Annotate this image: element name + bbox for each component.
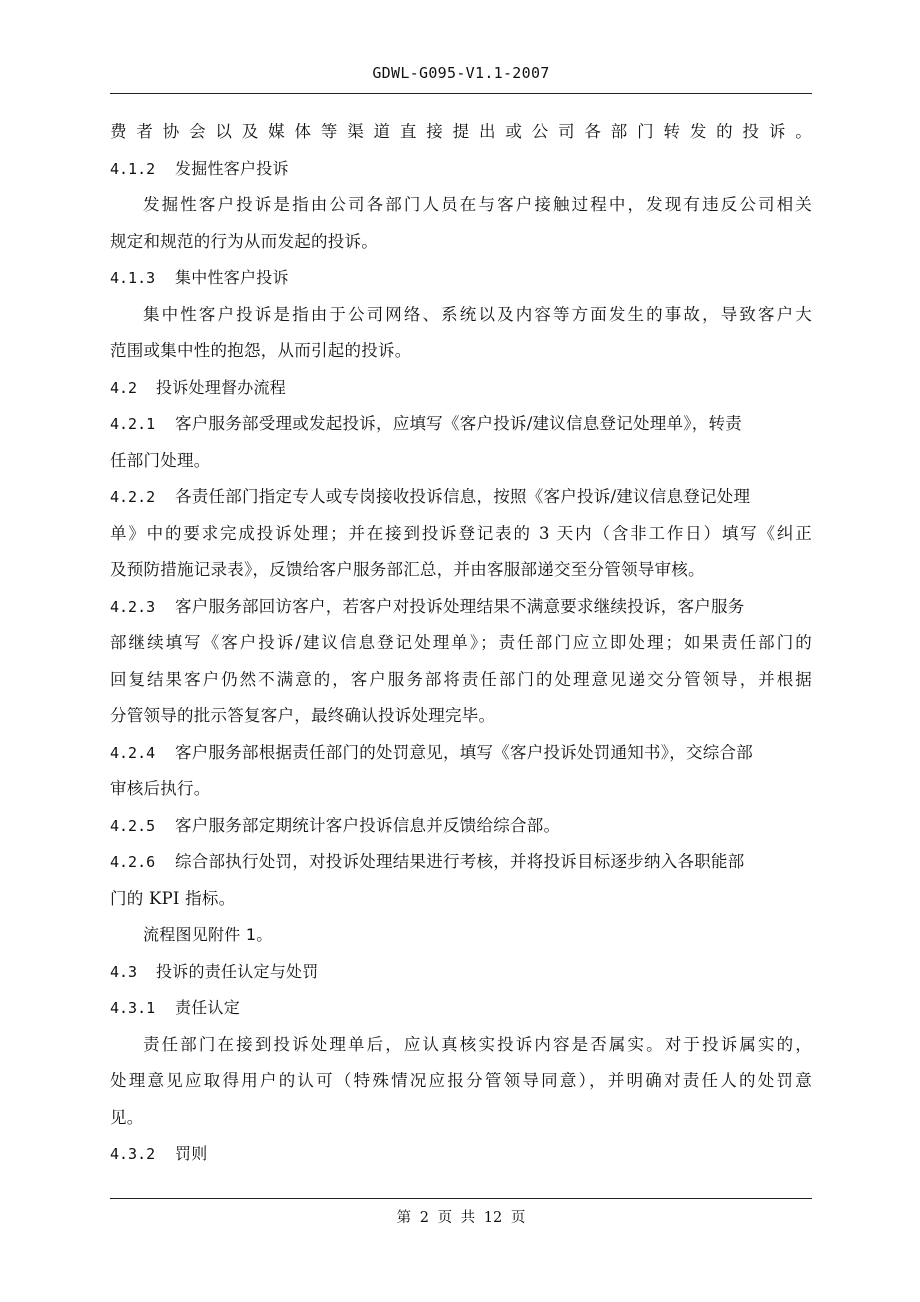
section-title: 投诉处理督办流程	[156, 377, 287, 397]
paragraph-line	[110, 625, 812, 662]
paragraph-line-4-2-5	[110, 808, 812, 845]
line-text: 部继续填写《客户投诉/建议信息登记处理单》；责任部门应立即处理；如果责任部门的	[110, 633, 812, 652]
line-text: 各责任部门指定专人或专岗接收投诉信息，按照《客户投诉/建议信息登记处理	[175, 487, 751, 506]
line-text: 综合部执行处罚，对投诉处理结果进行考核，并将投诉目标逐步纳入各职能部	[175, 852, 745, 871]
document-code: GDWL-G095-V1.1-2007	[372, 64, 550, 82]
paragraph-line-4-2-4	[110, 735, 812, 772]
paragraph-line-4-2-2	[110, 479, 812, 516]
line-text: 审核后执行。	[110, 779, 211, 798]
line-text: 发掘性客户投诉是指由公司各部门人员在与客户接触过程中，发现有违反公司相关	[143, 195, 812, 214]
paragraph-line	[110, 881, 812, 918]
clause-number: 4.2.1	[110, 415, 156, 433]
line-text: 集中性客户投诉是指由于公司网络、系统以及内容等方面发生的事故，导致客户大	[143, 304, 812, 324]
paragraph-line	[110, 662, 812, 699]
page-number: 第 2 页 共 12 页	[396, 1210, 526, 1226]
paragraph-line	[110, 771, 812, 808]
line-text: 客户服务部回访客户，若客户对投诉处理结果不满意要求继续投诉，客户服务	[175, 596, 745, 616]
paragraph-line	[110, 187, 812, 224]
paragraph-line	[110, 1100, 812, 1137]
paragraph-line-4-2-1	[110, 406, 812, 443]
line-text: 回复结果客户仍然不满意的，客户服务部将责任部门的处理意见递交分管领导，并根据	[110, 669, 812, 689]
line-text: 单》中的要求完成投诉处理；并在接到投诉登记表的 3 天内（含非工作日）填写《纠正	[110, 523, 812, 543]
line-text: 责任部门在接到投诉处理单后，应认真核实投诉内容是否属实。对于投诉属实的，	[143, 1034, 812, 1054]
paragraph-line	[110, 443, 812, 480]
section-title: 罚则	[175, 1144, 208, 1163]
line-text: 流程图见附件 1。	[143, 925, 273, 944]
section-heading-4-1-2	[110, 151, 812, 188]
section-heading-4-3	[110, 954, 812, 991]
section-number: 4.2	[110, 378, 138, 397]
line-text: 客户服务部根据责任部门的处罚意见，填写《客户投诉处罚通知书》，交综合部	[175, 742, 753, 762]
paragraph-line	[110, 698, 812, 735]
line-text: 客户服务部定期统计客户投诉信息并反馈给综合部。	[175, 815, 561, 835]
document-body	[110, 114, 812, 1173]
section-number: 4.3	[110, 962, 138, 981]
paragraph-line	[110, 333, 812, 370]
section-number: 4.1.3	[110, 269, 156, 287]
line-text: 规定和规范的行为从而发起的投诉。	[110, 231, 378, 251]
section-number: 4.3.1	[110, 999, 156, 1017]
line-text: 处理意见应取得用户的认可（特殊情况应报分管领导同意），并明确对责任人的处罚意	[110, 1071, 812, 1090]
section-heading-4-3-2	[110, 1136, 812, 1173]
section-number: 4.3.2	[110, 1145, 156, 1163]
paragraph-line	[110, 1063, 812, 1100]
line-text: 分管领导的批示答复客户，最终确认投诉处理完毕。	[110, 706, 496, 725]
clause-number: 4.2.3	[110, 597, 156, 616]
section-title: 投诉的责任认定与处罚	[156, 961, 319, 981]
clause-number: 4.2.5	[110, 816, 156, 835]
section-heading-4-2	[110, 370, 812, 407]
paragraph-line	[110, 114, 812, 151]
line-text: 费者协会以及媒体等渠道直接提出或公司各部门转发的投诉。	[110, 122, 812, 141]
section-title: 集中性客户投诉	[175, 268, 289, 287]
line-text: 客户服务部受理或发起投诉，应填写《客户投诉/建议信息登记处理单》，转责	[175, 414, 743, 433]
line-text: 任部门处理。	[110, 450, 211, 470]
section-heading-4-3-1	[110, 990, 812, 1027]
section-number: 4.1.2	[110, 159, 156, 178]
paragraph-line	[110, 224, 812, 261]
section-title: 发掘性客户投诉	[175, 158, 289, 178]
footer-divider	[110, 1198, 812, 1199]
clause-number: 4.2.6	[110, 853, 156, 871]
paragraph-line	[110, 552, 812, 589]
line-text: 范围或集中性的抱怨，从而引起的投诉。	[110, 341, 412, 360]
paragraph-line	[110, 297, 812, 334]
paragraph-line	[110, 516, 812, 553]
clause-number: 4.2.4	[110, 743, 156, 762]
line-text: 及预防措施记录表》，反馈给客户服务部汇总，并由客服部递交至分管领导审核。	[110, 560, 705, 579]
line-text: 门的 KPI 指标。	[110, 888, 236, 908]
section-heading-4-1-3	[110, 260, 812, 297]
section-title: 责任认定	[175, 998, 241, 1017]
paragraph-line	[110, 1027, 812, 1064]
line-text: 见。	[110, 1107, 144, 1127]
clause-number: 4.2.2	[110, 488, 156, 506]
header-divider	[110, 93, 812, 94]
paragraph-line-4-2-3	[110, 589, 812, 626]
paragraph-line-4-2-6	[110, 844, 812, 881]
flowchart-reference	[110, 917, 812, 954]
